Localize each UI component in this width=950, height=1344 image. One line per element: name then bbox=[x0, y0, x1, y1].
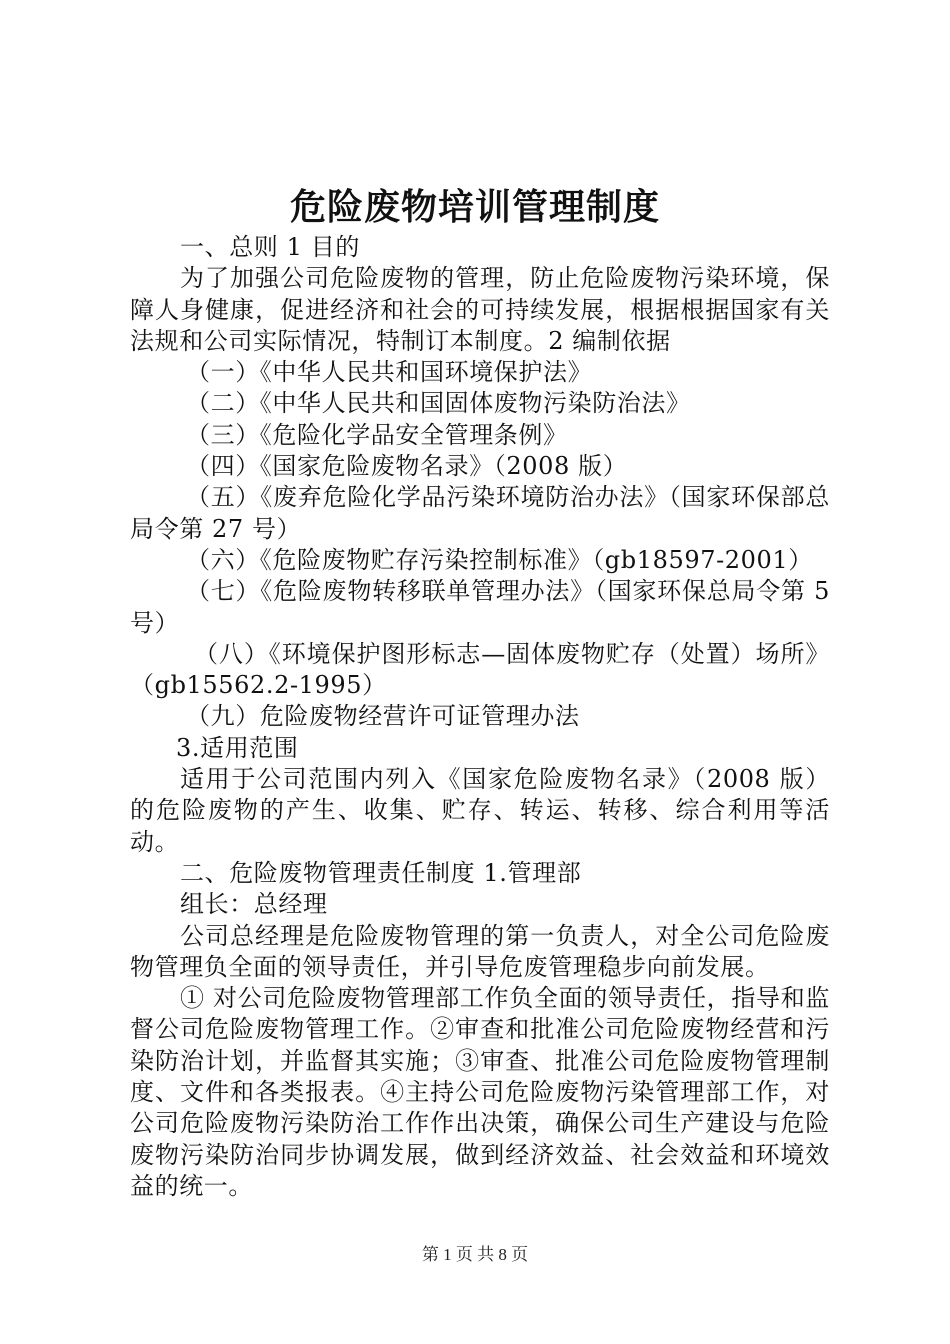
basis-item-2: （二）《中华人民共和国固体废物污染防治法》 bbox=[186, 389, 691, 418]
document-body bbox=[130, 232, 830, 1202]
scope-heading: 3.适用范围 bbox=[176, 733, 299, 762]
section-heading-responsibility: 二、危险废物管理责任制度 1.管理部 bbox=[180, 858, 582, 887]
basis-item-4: （四）《国家危险废物名录》（2008 版） bbox=[186, 452, 628, 481]
basis-item-7: （七）《危险废物转移联单管理办法》（国家环保总局令第 5 号） bbox=[130, 577, 830, 637]
purpose-paragraph: 为了加强公司危险废物的管理，防止危险废物污染环境，保障人身健康，促进经济和社会的可持续发展，根据根据国家有关法规和公司实际情况，特制订本制度。2 编制依据 bbox=[130, 264, 830, 355]
basis-item-9: （九）危险废物经营许可证管理办法 bbox=[186, 702, 580, 731]
basis-item-6: （六）《危险废物贮存污染控制标准》（gb18597-2001） bbox=[186, 545, 813, 574]
basis-item-8: （八）《环境保护图形标志—固体废物贮存（处置）场所》（gb15562.2-1995） bbox=[130, 639, 830, 700]
basis-item-1: （一）《中华人民共和国环境保护法》 bbox=[186, 358, 593, 387]
basis-item-3: （三）《危险化学品安全管理条例》 bbox=[186, 420, 568, 449]
basis-item-5: （五）《废弃危险化学品污染环境防治办法》（国家环保部总局令第 27 号） bbox=[130, 483, 830, 543]
duties-paragraph: ① 对公司危险废物管理部工作负全面的领导责任，指导和监督公司危险废物管理工作。②审查和批准公司危险废物经营和污染防治计划，并监督其实施；③审查、批准公司危险废物管理制度、文件和各类报表。④主持公司危险废物污染管理部工作，对公司危险废物污染防治工作作出决策，确保公司生产建设与危险废物污染防治同步协调发展，做到经济效益、社会效益和环境效益的统一。 bbox=[130, 984, 830, 1200]
document-title: 危险废物培训管理制度 bbox=[289, 187, 660, 228]
scope-paragraph: 适用于公司范围内列入《国家危险废物名录》（2008 版）的危险废物的产生、收集、贮存、转运、转移、综合利用等活动。 bbox=[130, 765, 830, 856]
page-footer: 第 1 页 共 8 页 bbox=[421, 1245, 529, 1264]
general-manager-paragraph: 公司总经理是危险废物管理的第一负责人，对全公司危险废物管理负全面的领导责任，并引导危废管理稳步向前发展。 bbox=[130, 921, 830, 981]
section-heading-general: 一、总则 1 目的 bbox=[180, 233, 360, 261]
group-leader-line: 组长：总经理 bbox=[180, 890, 328, 919]
